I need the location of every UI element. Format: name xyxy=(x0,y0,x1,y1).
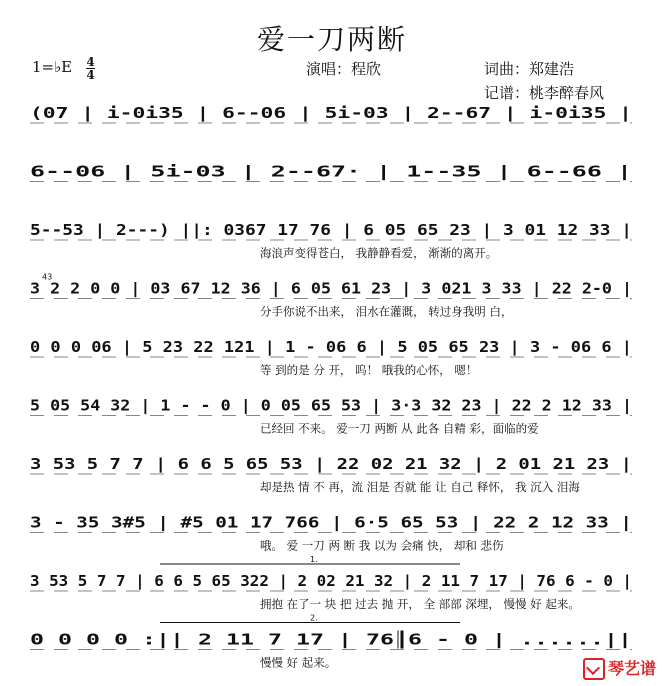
volta-label: 2. xyxy=(310,613,318,623)
notation-row: 5 05 54 32 | 1 - - 0 | 0 05 65 53 | 3·3 32 23 | 22 2 12 33 | xyxy=(30,396,572,415)
transcriber-credit: 记谱：桃李醉春风 xyxy=(484,84,605,102)
lyric-line: 分手你说不出来， 泪水在灌溉， 转过身我明 白， xyxy=(260,304,513,319)
notation-row: 6--06 | 5i-03 | 2--67· | 1--35 | 6--66 | xyxy=(30,162,392,181)
volta-label: 1. xyxy=(310,555,318,564)
lyric-line: 等 到的是 分 开， 呜！ 哦我的心怀， 嗯！ xyxy=(260,363,478,377)
brand-logo xyxy=(583,656,656,681)
song-title: 爱一刀两断 xyxy=(256,23,407,56)
notation-row: 0 0 0 06 | 5 23 22 121 | 1 - 06 6 | 5 05 65 23 | 3 - 06 6 | xyxy=(30,338,563,356)
notation-row: 0 0 0 0 :|| 2 11 7 17 | 76 6 - 0 | ......|| xyxy=(30,630,419,649)
singer-credit: 演唱：程欣 xyxy=(306,60,382,78)
lyric-line: 已经回 不来。 爱一刀 两断 从 此各 自精 彩，面临的爱 xyxy=(260,421,539,436)
brand-name: 琴艺谱 xyxy=(607,658,656,678)
lyric-line: 哦。 爱 一刀 两 断 我 以为 会痛 快， 却和 悲伤 xyxy=(260,538,504,553)
notation-row: 5--53 | 2---) ||: 0367 17 76 | 6 05 65 23 | 3 01 12 33 | xyxy=(30,221,536,239)
time-top: 4 xyxy=(86,55,95,69)
time-bottom: 4 xyxy=(86,68,95,82)
notation-row: 3 - 35 3#5 | #5 01 17 766 | 6·5 65 53 | 22 2 12 33 | xyxy=(30,513,500,532)
lyric-line: 却是热 情 不 再，流 泪是 否就 能 让 自己 释怀， 我 沉入 泪海 xyxy=(260,480,580,494)
lyric-line: 海浪声变得苍白， 我静静看爱， 渐渐的离开。 xyxy=(260,246,498,260)
lyric-line: 慢慢 好 起来。 xyxy=(260,655,337,670)
lyric-line: 拥抱 在了一 块 把 过去 抛 开， 全 部部 深埋， 慢慢 好 起来。 xyxy=(260,597,580,611)
notation-row: 3 53 5 7 7 | 6 6 5 65 53 | 22 02 21 32 | 2 01 21 23 | xyxy=(30,455,509,473)
grace-note: 43 xyxy=(42,272,53,282)
brand-logo-icon xyxy=(583,658,605,680)
key-signature: 1=♭E xyxy=(32,58,73,76)
notation-row: 3 53 5 7 7 | 6 6 5 65 322 | 2 02 21 32 | 2 11 7 17 | 76 6 - 0 | xyxy=(30,572,599,590)
notation-row: (07 | i-0i35 | 6--06 | 5i-03 | 2--67 | i-0i35 | xyxy=(30,104,455,122)
composer-credit: 词曲：郑建浩 xyxy=(484,60,575,78)
notation-row: 3 2 2 0 0 | 03 67 12 36 | 6 05 61 23 | 3 021 3 33 | 22 2-0 | xyxy=(30,279,572,298)
